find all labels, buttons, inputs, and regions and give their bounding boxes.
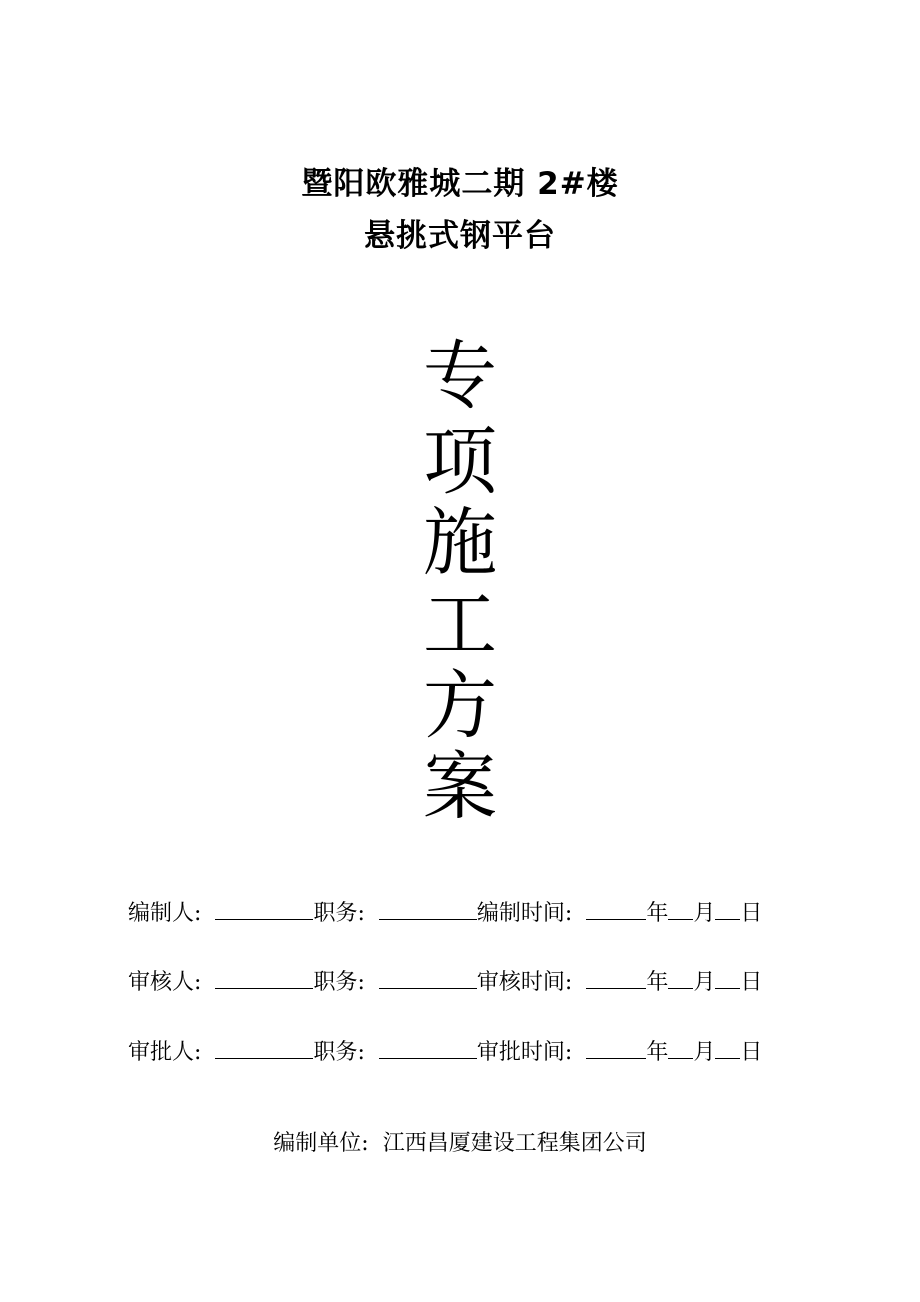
year-blank[interactable] <box>586 966 646 989</box>
year-label: 年 <box>646 1040 669 1065</box>
month-label: 月 <box>693 970 716 995</box>
role-label: 审核人 <box>128 970 195 995</box>
position-label: 职务 <box>313 1040 358 1065</box>
colon: : <box>194 970 202 995</box>
position-blank[interactable] <box>379 966 477 989</box>
colon: : <box>564 970 573 995</box>
position-blank[interactable] <box>379 1036 477 1059</box>
colon: : <box>361 1131 369 1156</box>
vertical-title-char: 施 <box>423 500 497 586</box>
document-title-line-1: 暨阳欧雅城二期 2#楼 <box>301 166 619 202</box>
month-label: 月 <box>693 1040 716 1065</box>
vertical-title-char: 工 <box>423 582 497 668</box>
organization-label: 编制单位 <box>273 1131 362 1156</box>
signature-row-approved <box>128 1036 762 1066</box>
colon: : <box>194 1040 202 1065</box>
role-label: 审批人 <box>128 1040 195 1065</box>
month-label: 月 <box>693 901 716 926</box>
vertical-title-char: 方 <box>423 663 497 749</box>
year-label: 年 <box>646 901 669 926</box>
position-blank[interactable] <box>379 897 477 920</box>
role-label: 编制人 <box>128 901 195 926</box>
organization-line <box>0 1129 920 1159</box>
time-label: 审批时间 <box>476 1040 565 1065</box>
month-blank[interactable] <box>668 966 693 989</box>
day-label: 日 <box>740 970 763 995</box>
day-blank[interactable] <box>715 1036 740 1059</box>
colon: : <box>194 901 202 926</box>
year-blank[interactable] <box>586 1036 646 1059</box>
signature-row-prepared <box>128 897 762 927</box>
position-label: 职务 <box>313 901 358 926</box>
month-blank[interactable] <box>668 1036 693 1059</box>
time-label: 审核时间 <box>476 970 565 995</box>
time-label: 编制时间 <box>476 901 565 926</box>
colon: : <box>357 970 365 995</box>
organization-name: 江西昌厦建设工程集团公司 <box>382 1131 647 1156</box>
name-blank[interactable] <box>215 1036 313 1059</box>
day-label: 日 <box>740 1040 763 1065</box>
day-blank[interactable] <box>715 966 740 989</box>
colon: : <box>357 901 365 926</box>
signature-row-reviewed <box>128 966 762 996</box>
colon: : <box>564 1040 573 1065</box>
day-label: 日 <box>740 901 763 926</box>
colon: : <box>564 901 573 926</box>
position-label: 职务 <box>313 970 358 995</box>
vertical-title-char: 案 <box>423 744 497 830</box>
vertical-title-char: 专 <box>423 333 497 419</box>
vertical-title-char: 项 <box>423 419 497 505</box>
month-blank[interactable] <box>668 897 693 920</box>
year-label: 年 <box>646 970 669 995</box>
day-blank[interactable] <box>715 897 740 920</box>
year-blank[interactable] <box>586 897 646 920</box>
document-title-line-2: 悬挑式钢平台 <box>364 218 556 254</box>
name-blank[interactable] <box>215 966 313 989</box>
name-blank[interactable] <box>215 897 313 920</box>
colon: : <box>357 1040 365 1065</box>
